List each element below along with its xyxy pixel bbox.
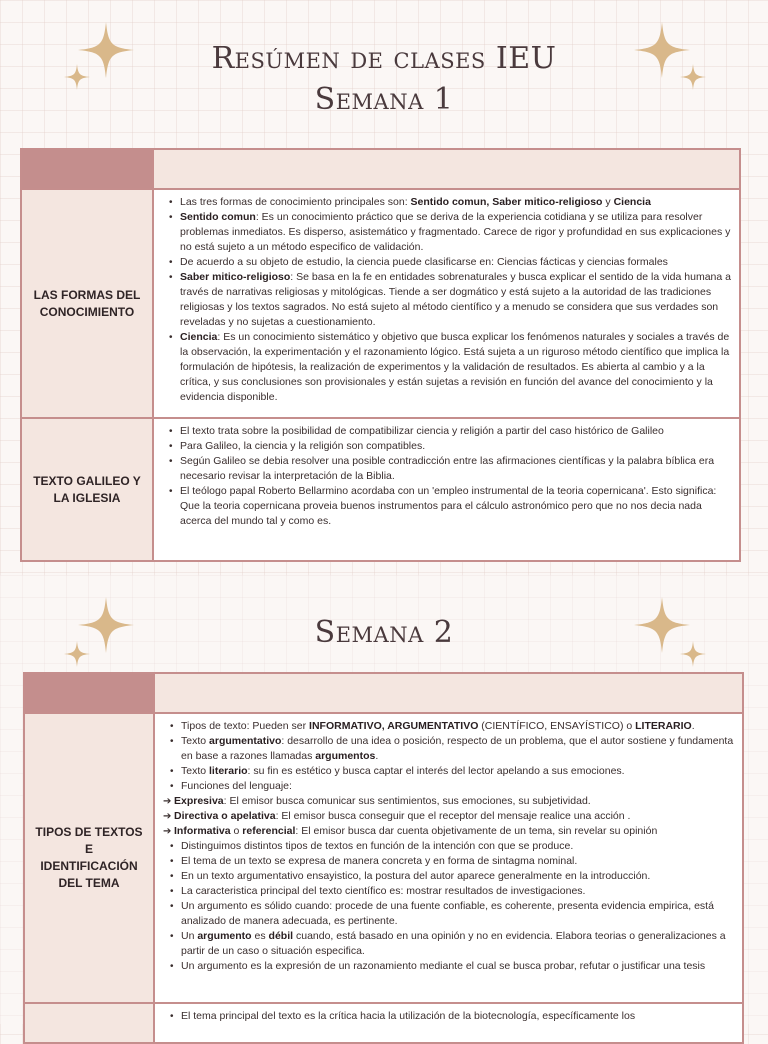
list-item [180,424,731,439]
bullet-list [163,1009,734,1024]
text-span: : El emisor busca dar cuenta objetivamente de un tema, sin revelar su opinión [295,825,658,837]
text-span: Según Galileo se debia resolver una posible contradicción entre las afirmaciones científicas y la palabra bíblica era necesario revisar la interpretación de la Biblia. [180,455,715,482]
text-span: El tema de un texto se expresa de manera concreta y en forma de sintagma nominal. [181,855,578,867]
content-cell [153,418,740,561]
text-span: Tipos de texto: Pueden ser [181,720,310,732]
list-item [180,255,731,270]
text-span: cuando, está basado en una opinión y no en evidencia. Elabora teorias o generalizaciones a partir de un caso o situación especifica. [181,930,726,957]
list-item [180,439,731,454]
list-item [181,869,734,884]
week-1-table [20,148,741,562]
text-span: : desarrollo de una idea o posición, respecto de un problema, que el autor sostiene y fundamenta en base a razones llamadas [181,735,734,762]
week-2-table [23,672,744,1044]
bold-text: Directiva o apelativa [174,810,276,822]
list-item [180,210,731,255]
text-span: : Es un conocimiento práctico que se deriva de la experiencia cotidiana y se utiliza para resolver problemas inmediatos. Es disperso, asistemático y fragmentado. Carece de rigor y profundidad en sus explicaciones y no está sujeto a un método especifico de validación. [180,211,731,253]
list-item [181,854,734,869]
arrow-item [163,824,734,839]
bold-text: LITERARIO [635,720,692,732]
header-right-cell [154,673,743,713]
text-span: : su fin es estético y busca captar el interés del lector apelando a sus emociones. [247,765,625,777]
bold-text: literario [209,765,248,777]
text-span: . [375,750,379,762]
content-cell [154,1003,743,1043]
category-label: TEXTO GALILEO Y LA IGLESIA [21,418,153,561]
bullet-list [162,195,731,405]
bold-text: Saber mitico-religioso [180,271,291,283]
text-span: El teólogo papal Roberto Bellarmino acordaba con un 'empleo instrumental de la teoria copernicana'. Esto significa: Que la teoria copernicana proveia buenos instrumentos para el cálculo astronómico pero que no nos decia nada acerca del mundo tal y como es. [180,485,717,527]
bold-text: argumentos [315,750,376,762]
text-span: : El emisor busca conseguir que el receptor del mensaje realice una acción . [275,810,631,822]
week-title: Semana 1 [314,82,454,117]
header-left-cell [24,673,154,713]
bold-text: Ciencia [180,331,218,343]
bold-text: argumento [197,930,252,942]
arrow-item [163,794,734,809]
category-label: TIPOS DE TEXTOS E IDENTIFICACIÓN DEL TEMA [24,713,154,1003]
text-span: : Se basa en la fe en entidades sobrenaturales y busca explicar el sentido de la vida humana a través de narrativas religiosas y mitológicas. Tiende a ser dogmático y está sujeto a la autoridad de las tradiciones religiosas y los textos sagrados. No está sujeto al método científico y a menudo se considera que sus verdades son reveladas y no sujetas a cuestionamiento. [180,271,731,328]
list-item [181,839,734,854]
text-span: y [602,196,614,208]
bold-text: argumentativo [209,735,282,747]
text-span: Un argumento es la expresión de un razonamiento mediante el cual se busca probar, refutar o justificar una tesis [181,960,706,972]
list-item [180,270,731,330]
week-title: Semana 2 [314,615,454,650]
text-span: El texto trata sobre la posibilidad de compatibilizar ciencia y religión a partir del caso histórico de Galileo [180,425,664,437]
list-item [180,195,731,210]
text-span: Las tres formas de conocimiento principales son: [180,196,411,208]
category-label: LAS FORMAS DEL CONOCIMIENTO [21,189,153,418]
bold-text: INFORMATIVO, ARGUMENTATIVO [309,720,479,732]
text-span: Distinguimos distintos tipos de textos en función de la intención con que se produce. [181,840,574,852]
bullet-list [162,424,731,529]
text-span: . [691,720,695,732]
text-span: es [251,930,269,942]
list-item [181,779,734,794]
text-span: Funciones del lenguaje: [181,780,292,792]
week-2-section [0,575,768,1024]
bold-text: Informativa [174,825,231,837]
text-span: Texto [181,735,210,747]
arrow-item [163,809,734,824]
list-item [181,899,734,929]
bold-text: débil [268,930,294,942]
bold-text: referencial [242,825,296,837]
list-item [180,330,731,405]
text-span: o [230,825,243,837]
text-span: : Es un conocimiento sistemático y objetivo que busca explicar los fenómenos naturales y sociales a través de la observación, la experimentación y el razonamiento lógico. Está sujeta a un riguroso método científico que implica la formulación de hipótesis, la realización de experimentos y la validación de resultados. Es abierta al cambio y a la crítica, y sus conclusiones son provisionales y están sujetas a revisión en función del avance del conocimiento y la evidencia disponible. [180,331,730,403]
header-right-cell [153,149,740,189]
bold-text: Sentido comun, Saber mitico-religioso [410,196,603,208]
content-cell [154,713,743,1003]
list-item [181,884,734,899]
text-span: : El emisor busca comunicar sus sentimientos, sus emociones, su subjetividad. [223,795,591,807]
list-item [180,454,731,484]
category-label [24,1003,154,1043]
list-item [181,1009,734,1024]
text-span: Texto [181,765,210,777]
page-title: Resúmen de clases IEU [211,41,557,76]
text-span: Para Galileo, la ciencia y la religión son compatibles. [180,440,426,452]
text-span: En un texto argumentativo ensayistico, la postura del autor aparece generalmente en la introducción. [181,870,651,882]
text-span: Un argumento es sólido cuando: procede de una fuente confiable, es coherente, presenta evidencia empirica, está analizado de manera adecuada, es pertinente. [181,900,714,927]
list-item [181,719,734,734]
list-item [181,959,734,974]
header-left-cell [21,149,153,189]
list-item [181,764,734,779]
bold-text: Sentido comun [180,211,256,223]
text-span: (CIENTÍFICO, ENSAYÍSTICO) o [478,720,636,732]
bold-text: Expresiva [174,795,224,807]
text-span: La caracteristica principal del texto científico es: mostrar resultados de investigaciones. [181,885,586,897]
bullet-list [163,719,734,974]
list-item [181,734,734,764]
list-item [181,929,734,959]
bold-text: Ciencia [613,196,651,208]
list-item [180,484,731,529]
text-span: El tema principal del texto es la crítica hacia la utilización de la biotecnología, específicamente los [181,1010,636,1022]
text-span: Un [181,930,198,942]
text-span: De acuerdo a su objeto de estudio, la ciencia puede clasificarse en: Ciencias fácticas y ciencias formales [180,256,668,268]
content-cell [153,189,740,418]
